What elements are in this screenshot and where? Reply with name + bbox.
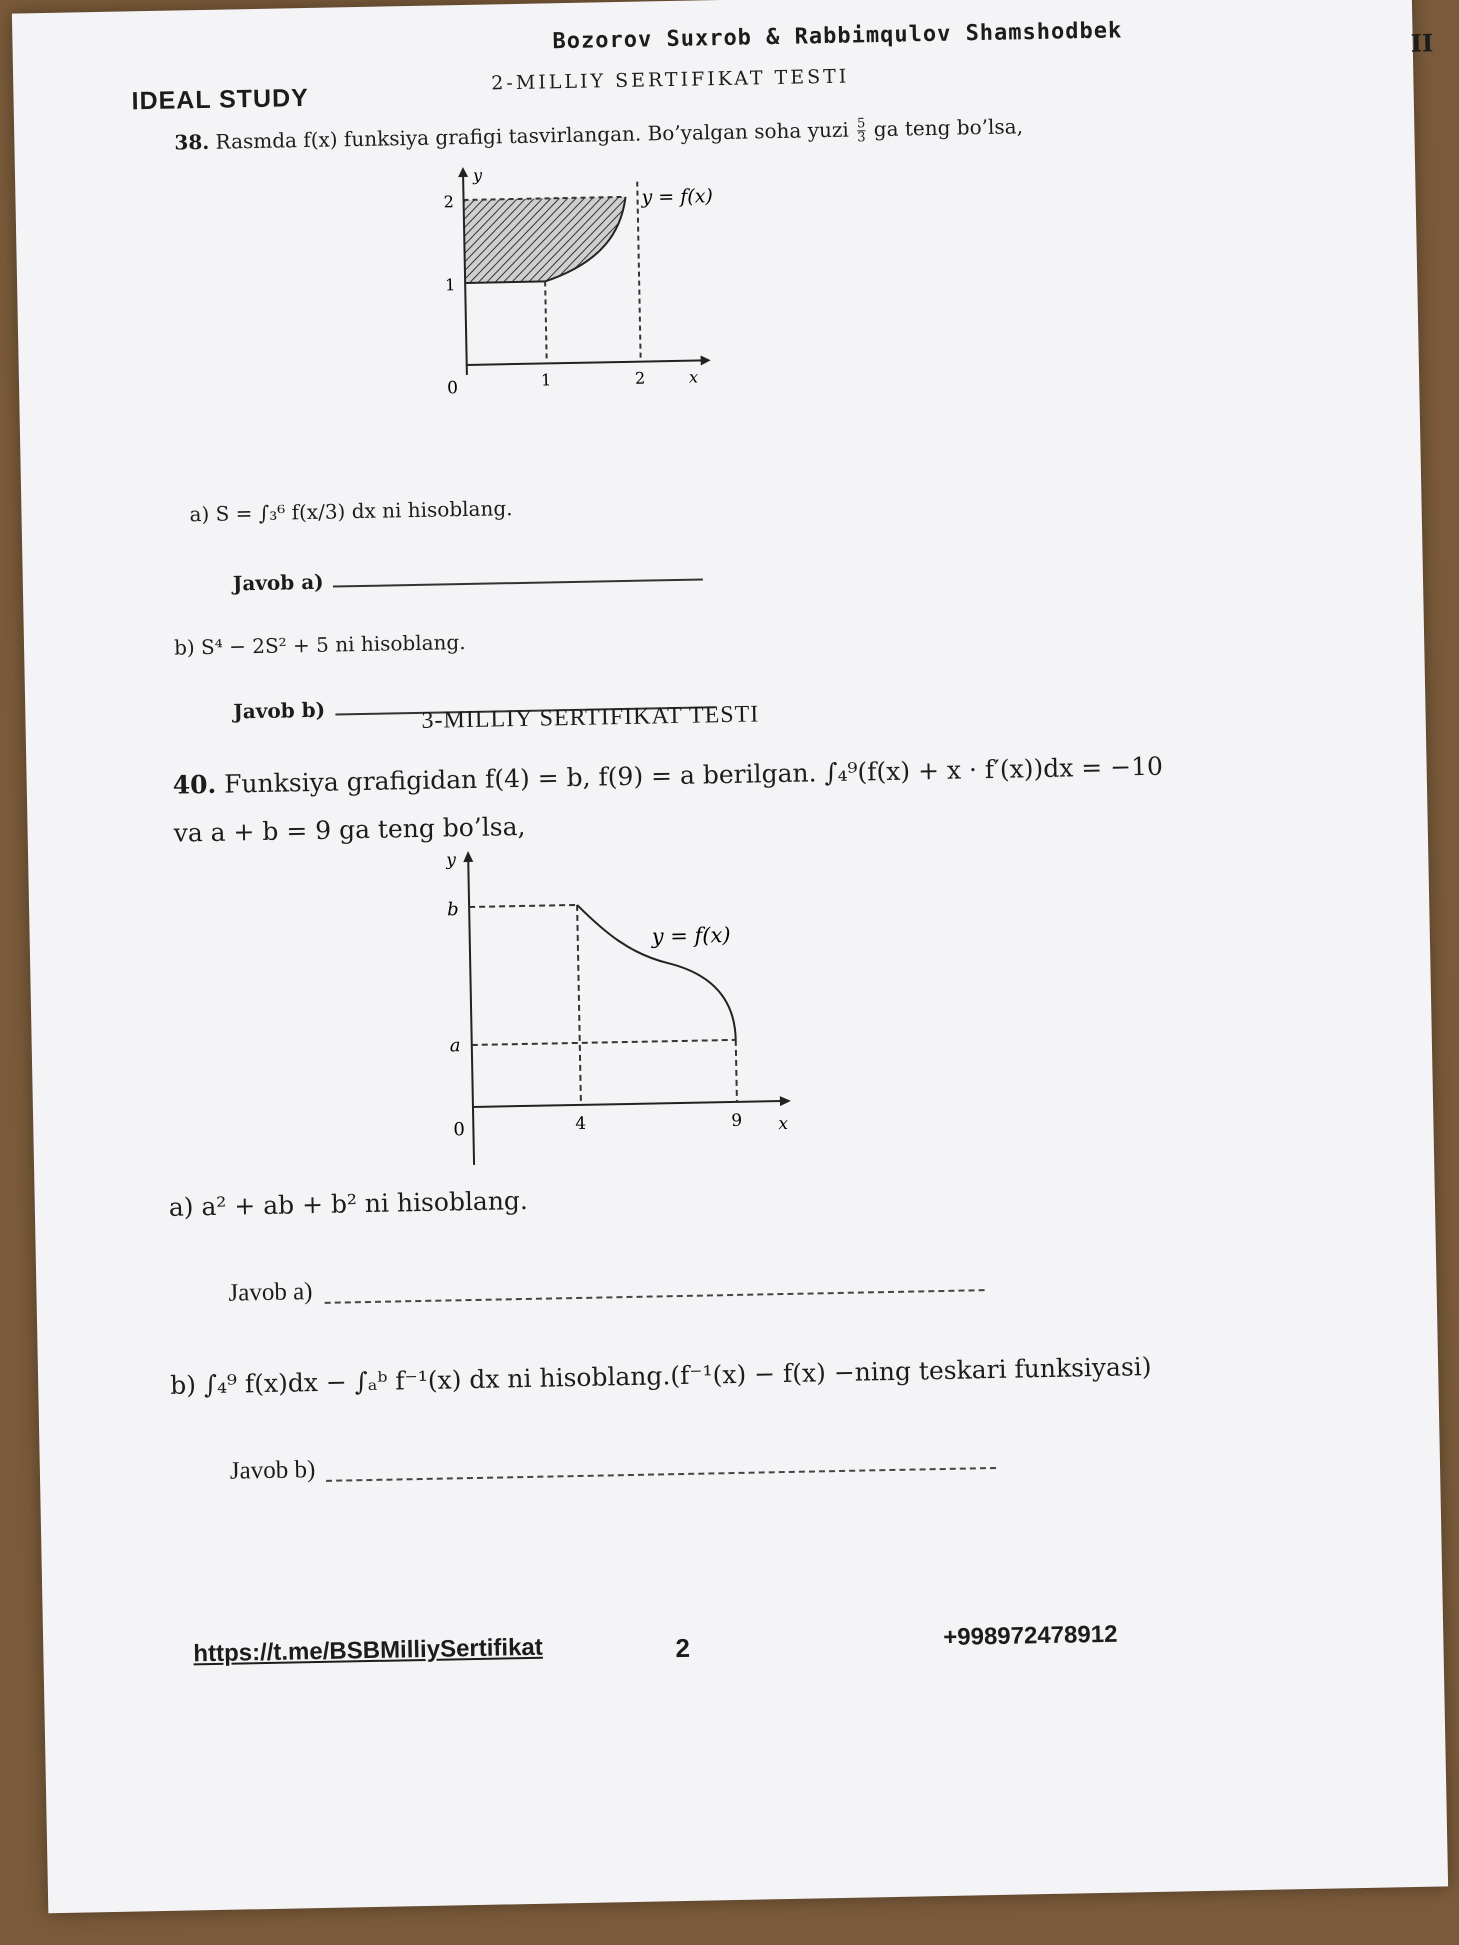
- q38-x-axis: [467, 360, 704, 365]
- q40-y-axis: [468, 859, 474, 1165]
- q38-dash-x1: [545, 281, 547, 363]
- q38-answer-a-line[interactable]: [333, 578, 703, 587]
- q40-tick-a: a: [449, 1035, 461, 1057]
- q38-fraction: $\frac{5}{3}$: [856, 116, 866, 146]
- q38-part-b: b) S⁴ − 2S² + 5 ni hisoblang.: [173, 630, 466, 660]
- section3-title: 3-MILLIY SERTIFIKAT TESTI: [421, 701, 760, 734]
- authors-header: Bozorov Suxrob & Rabbimqulov Shamshodbek: [552, 18, 1123, 55]
- q40-answer-a-label: Javob a): [228, 1278, 313, 1307]
- section-roman-numeral: II: [1410, 28, 1434, 58]
- q38-number: 38.: [174, 129, 210, 155]
- q40-tick-b: b: [446, 899, 459, 921]
- exam-page: [12, 0, 1448, 1913]
- q40-text: Funksiya grafigidan f(4) = b, f(9) = a berilgan. ∫₄⁹(f(x) + x · f′(x))dx = −10: [223, 751, 1164, 799]
- q40-part-a: a) a² + ab + b² ni hisoblang.: [168, 1185, 529, 1222]
- q40-answer-b-line[interactable]: [326, 1467, 996, 1482]
- q40-tick-x4: 4: [575, 1113, 587, 1134]
- q40-y-arrow: [463, 851, 473, 862]
- q38-dash-x2: [637, 182, 640, 362]
- q38-shaded-region: [464, 197, 628, 283]
- q40-tick-x9: 9: [731, 1110, 743, 1132]
- q38-origin: 0: [446, 378, 459, 399]
- q38-text: Rasmda f(x) funksiya grafigi tasvirlangan. Bo’yalgan soha yuzi: [215, 117, 850, 154]
- q40-x-arrow: [780, 1096, 791, 1106]
- test-title: 2-MILLIY SERTIFIKAT TESTI: [491, 65, 850, 95]
- q38-tick-x2: 2: [634, 368, 646, 388]
- q38-part-a: a) S = ∫₃⁶ f(x/3) dx ni hisoblang.: [189, 496, 513, 527]
- q40-dash-x4: [577, 905, 581, 1105]
- q38-x-label: x: [688, 367, 699, 387]
- q38-graph: [415, 160, 740, 406]
- q40-dash-x9: [736, 1040, 737, 1102]
- q40-dash-b: [469, 905, 577, 907]
- q38-y-arrow: [458, 167, 468, 177]
- q38-statement: [174, 114, 1023, 157]
- brand-name: IDEAL STUDY: [131, 83, 310, 116]
- q40-text2: va a + b = 9 ga teng bo’lsa,: [173, 811, 526, 848]
- q40-part-b: b) ∫₄⁹ f(x)dx − ∫ₐᵇ f⁻¹(x) dx ni hisoblang.(f⁻¹(x) − f(x) −ning teskari funksiyasi): [169, 1351, 1152, 1400]
- q38-text-end: ga teng bo’lsa,: [873, 114, 1024, 142]
- q40-statement: [172, 752, 1163, 800]
- page-number: 2: [675, 1632, 691, 1664]
- q38-x-arrow: [701, 355, 711, 365]
- q40-number: 40.: [172, 769, 217, 800]
- telegram-link[interactable]: https://t.me/BSBMilliySertifikat: [193, 1633, 544, 1668]
- q38-tick-y2: 2: [443, 192, 454, 212]
- q40-curve-label: y = f(x): [651, 922, 731, 949]
- q38-tick-y1: 1: [444, 275, 456, 295]
- q40-x-label: x: [778, 1113, 789, 1135]
- q40-dash-a: [472, 1040, 736, 1045]
- q38-curve-label: y = f(x): [641, 185, 714, 209]
- q40-graph: [428, 838, 824, 1185]
- q40-answer-a-line[interactable]: [325, 1289, 985, 1304]
- phone-number: +998972478912: [942, 1620, 1118, 1652]
- q38-tick-x1: 1: [540, 370, 552, 390]
- q40-answer-b-label: Javob b): [229, 1456, 316, 1485]
- q38-answer-a-label: Javob a): [232, 569, 324, 596]
- q38-answer-b-label: Javob b): [233, 697, 326, 724]
- q38-y-label: y: [472, 165, 483, 185]
- q40-y-label: y: [446, 850, 457, 871]
- q40-origin: 0: [453, 1119, 466, 1141]
